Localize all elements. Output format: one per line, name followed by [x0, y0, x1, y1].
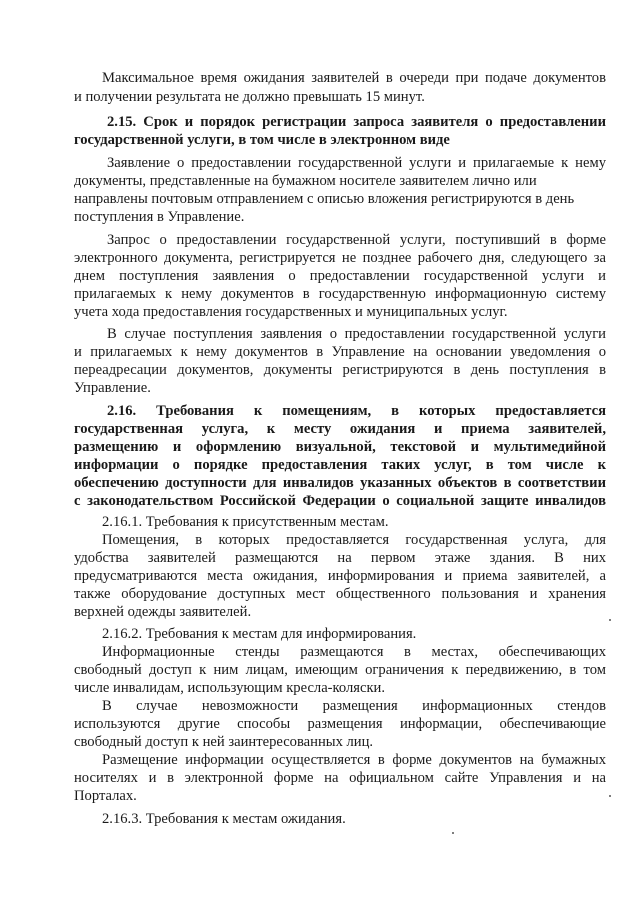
- text-line: свободный доступ к ней заинтересованных лиц.: [74, 734, 374, 750]
- section-heading: размещению и оформлению визуальной, текстовой и мультимедийной: [74, 439, 606, 455]
- section-heading: государственная услуга, к месту ожидания и приема заявителей,: [74, 421, 606, 437]
- section-heading: 2.15. Срок и порядок регистрации запроса заявителя о предоставлении: [107, 114, 606, 130]
- text-line: Помещения, в которых предоставляется государственная услуга, для: [102, 532, 606, 548]
- text-line: поступления в Управление.: [74, 209, 245, 225]
- text-line: удобства заявителей размещаются на первом этаже здания. В них: [74, 550, 606, 566]
- text-line: днем поступления заявления о предоставлении государственной услуги и: [74, 268, 606, 284]
- text-line: Управление.: [74, 380, 151, 396]
- text-line: Порталах.: [74, 788, 137, 804]
- scan-speck: [609, 795, 611, 797]
- text-line: числе инвалидам, использующим кресла-коляски.: [74, 680, 386, 696]
- text-line: используются другие способы размещения информации, обеспечивающие: [74, 716, 606, 732]
- text-line: Запрос о предоставлении государственной услуги, поступивший в форме: [107, 232, 606, 248]
- text-line: переадресации документов, документы регистрируются в день поступления в: [74, 362, 606, 378]
- text-line: В случае невозможности размещения информационных стендов: [102, 698, 606, 714]
- scan-speck: [452, 832, 454, 834]
- text-line: предусматриваются места ожидания, информирования и приема заявителей, а: [74, 568, 606, 584]
- section-heading: обеспечению доступности для инвалидов указанных объектов в соответствии: [74, 475, 606, 491]
- section-heading: 2.16. Требования к помещениям, в которых предоставляется: [107, 403, 606, 419]
- subsection-title: 2.16.2. Требования к местам для информирования.: [102, 626, 417, 642]
- section-heading: государственной услуги, в том числе в электронном виде: [74, 132, 450, 148]
- text-line: Максимальное время ожидания заявителей в очереди при подаче документов: [102, 70, 606, 86]
- text-line: направлены почтовым отправлением с описью вложения регистрируются в день: [74, 191, 575, 207]
- text-line: и прилагаемых к нему документов в Управление на основании уведомления о: [74, 344, 606, 360]
- subsection-title: 2.16.3. Требования к местам ожидания.: [102, 811, 346, 827]
- text-line: свободный доступ к ним лицам, имеющим ограничения к передвижению, в том: [74, 662, 606, 678]
- text-line: также оборудование доступных мест общественного пользования и хранения: [74, 586, 606, 602]
- text-line: электронного документа, регистрируется не позднее рабочего дня, следующего за: [74, 250, 606, 266]
- text-line: и получении результата не должно превышать 15 минут.: [74, 89, 425, 105]
- scan-speck: [609, 619, 611, 621]
- text-line: Размещение информации осуществляется в форме документов на бумажных: [102, 752, 606, 768]
- text-line: носителях и в электронной форме на официальном сайте Управления и на: [74, 770, 606, 786]
- section-heading: информации о порядке предоставления таких услуг, в том числе к: [74, 457, 606, 473]
- text-line: Информационные стенды размещаются в местах, обеспечивающих: [102, 644, 606, 660]
- text-line: В случае поступления заявления о предоставлении государственной услуги: [107, 326, 606, 342]
- text-line: учета хода предоставления государственных и муниципальных услуг.: [74, 304, 508, 320]
- text-line: верхней одежды заявителей.: [74, 604, 252, 620]
- text-line: документы, представленные на бумажном носителе заявителем лично или: [74, 173, 537, 189]
- text-line: прилагаемых к нему документов в государственную информационную систему: [74, 286, 606, 302]
- text-line: Заявление о предоставлении государственной услуги и прилагаемые к нему: [107, 155, 606, 171]
- section-heading: с законодательством Российской Федерации о социальной защите инвалидов: [74, 493, 606, 509]
- subsection-title: 2.16.1. Требования к присутственным местам.: [102, 514, 389, 530]
